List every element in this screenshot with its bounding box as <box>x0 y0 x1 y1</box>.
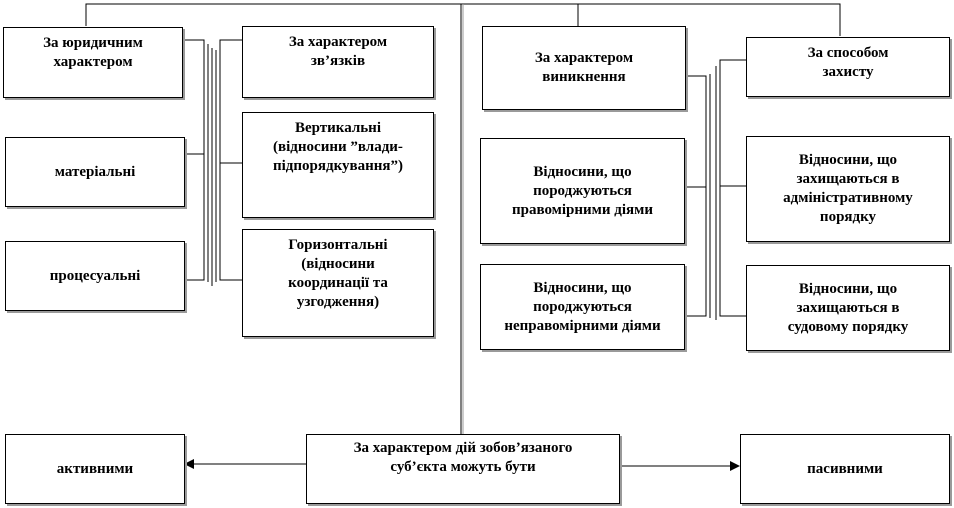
node-protection-method: За способом захисту <box>746 37 950 97</box>
node-admin-protection: Відносини, що захищаються в адміністративному порядку <box>746 136 950 242</box>
arrow-head-left <box>184 459 194 469</box>
arrow-head-right <box>730 461 740 471</box>
node-active: активними <box>5 434 185 504</box>
node-vertical: Вертикальні (відносини ”влади- підпорядкування”) <box>242 112 434 218</box>
node-links-character: За характером зв’язків <box>242 26 434 98</box>
node-procedural: процесуальні <box>5 241 185 311</box>
node-lawful-actions: Відносини, що породжуються правомірними діями <box>480 138 685 244</box>
links-bracket <box>220 40 242 280</box>
node-legal-character: За юридичним характером <box>3 27 183 98</box>
node-passive: пасивними <box>740 434 950 504</box>
node-horizontal: Горизонтальні (відносини координації та узгодження) <box>242 229 434 337</box>
origin-bracket <box>684 76 706 316</box>
node-unlawful-actions: Відносини, що породжуються неправомірними діями <box>480 264 685 350</box>
node-court-protection: Відносини, що захищаються в судовому порядку <box>746 265 950 351</box>
node-origin-character: За характером виникнення <box>482 26 686 110</box>
legal-bracket <box>182 40 204 280</box>
node-obligated-actions: За характером дій зобов’язаного суб’єкта можуть бути <box>306 434 620 504</box>
node-material: матеріальні <box>5 137 185 207</box>
protection-bracket <box>720 60 746 316</box>
